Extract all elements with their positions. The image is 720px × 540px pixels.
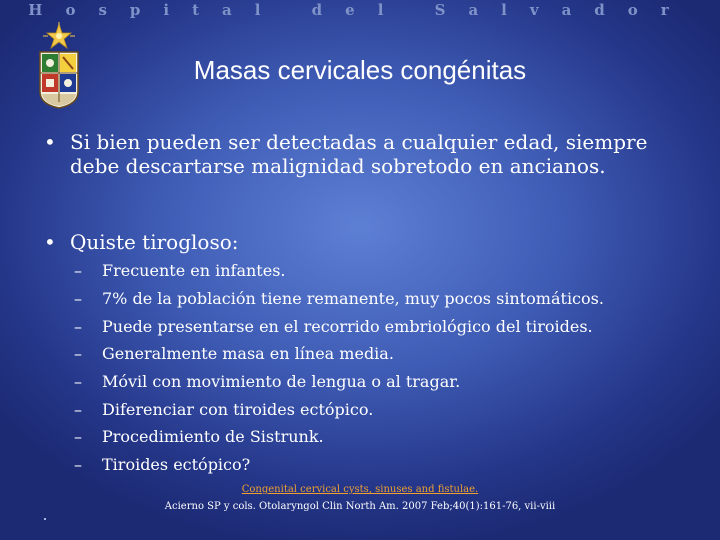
sub-bullet — [74, 261, 694, 281]
bullet-dot: • — [44, 130, 56, 154]
bullet-detection — [44, 130, 684, 178]
sub-bullet-text: Móvil con movimiento de lengua o al tragar. — [102, 372, 461, 391]
corner-marker — [44, 518, 46, 520]
dash-symbol: – — [74, 289, 82, 308]
sub-bullet — [74, 317, 694, 337]
sub-bullet — [74, 427, 694, 447]
reference-link[interactable]: Congenital cervical cysts, sinuses and fistulae. — [241, 484, 479, 495]
dash-symbol: – — [74, 427, 82, 446]
sub-bullet — [74, 344, 694, 364]
dash-symbol: – — [74, 317, 82, 336]
bullet-dot: • — [44, 230, 56, 254]
bullet-text: Quiste tirogloso: — [70, 230, 239, 254]
institution-header: Hospital del Salvador — [28, 1, 692, 19]
sub-bullet — [74, 400, 694, 420]
dash-symbol: – — [74, 261, 82, 280]
reference-citation: Acierno SP y cols. Otolaryngol Clin North Am. 2007 Feb;40(1):161-76, vii-viii — [164, 501, 556, 512]
sub-bullet-text: Procedimiento de Sistrunk. — [102, 427, 324, 446]
bullet-quiste-tirogloso — [44, 230, 684, 254]
dash-symbol: – — [74, 372, 82, 391]
sub-bullet-text: Generalmente masa en línea media. — [102, 344, 394, 363]
sub-bullet-text: Tiroides ectópico? — [102, 455, 251, 474]
dash-symbol: – — [74, 455, 82, 474]
sub-bullet — [74, 372, 694, 392]
sub-bullet — [74, 455, 694, 475]
sub-bullet — [74, 289, 694, 309]
sub-bullet-text: Diferenciar con tiroides ectópico. — [102, 400, 374, 419]
bullet-text: Si bien pueden ser detectadas a cualquier edad, siempre debe descartarse malignidad sobretodo en ancianos. — [70, 130, 648, 178]
slide-title: Masas cervicales congénitas — [193, 55, 527, 85]
sub-bullet-text: Frecuente en infantes. — [102, 261, 286, 280]
dash-symbol: – — [74, 400, 82, 419]
sub-bullet-text: 7% de la población tiene remanente, muy pocos sintomáticos. — [102, 289, 604, 308]
dash-symbol: – — [74, 344, 82, 363]
sub-bullet-text: Puede presentarse en el recorrido embriológico del tiroides. — [102, 317, 593, 336]
